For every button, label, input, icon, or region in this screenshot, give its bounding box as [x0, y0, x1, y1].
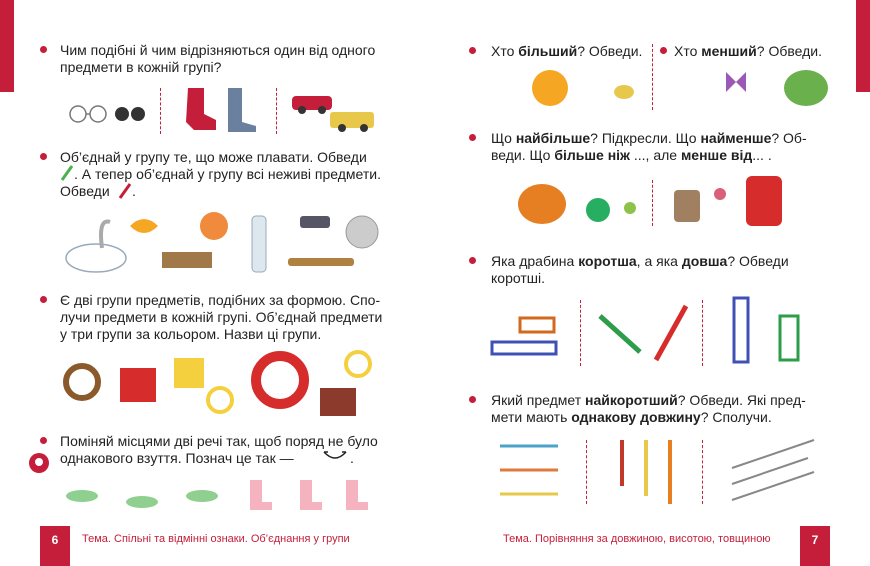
lightbulb-icon	[28, 452, 50, 474]
glasses-icon	[64, 100, 144, 124]
lifebuoy-icon	[256, 356, 304, 404]
skewer-row	[728, 438, 818, 502]
task-3-line-2: лучи предмети в кожній групі. Об’єднай предмети	[60, 309, 383, 325]
bottle-icon	[252, 216, 266, 272]
task-6-line-1: Що найбільше? Підкресли. Що найменше? Об-	[491, 130, 807, 146]
cube-icon	[174, 358, 204, 388]
task-4-line-2: однакового взуття. Познач це так —	[60, 450, 294, 466]
task-2-line-3-end: .	[132, 183, 136, 199]
task-5-line-1a: Хто більший? Обведи.	[491, 43, 643, 59]
butterfly-icon	[726, 72, 746, 92]
snail-bee-icons	[528, 62, 648, 112]
watch-icon	[288, 258, 354, 266]
frog-icon	[784, 70, 828, 106]
task-1-line-1: Чим подібні й чим відрізняються один від одного	[60, 42, 376, 58]
divider	[586, 440, 587, 504]
task-2-line-2: . А тепер об’єднай у групу всі неживі предмети.	[74, 166, 381, 182]
bullet	[40, 296, 47, 303]
swap-arrows-icon	[322, 448, 348, 462]
raft-icon	[162, 252, 212, 268]
yellow-ring-icon	[346, 352, 370, 376]
chest-icon	[320, 388, 356, 416]
bullet	[469, 257, 476, 264]
page-number-left: 6	[40, 526, 70, 566]
task-8-line-2: мети мають однакову довжину? Сполучи.	[491, 409, 772, 425]
task-7-line-2: коротші.	[491, 270, 545, 286]
bullet	[469, 396, 476, 403]
wreath-icon	[66, 366, 98, 398]
divider	[160, 88, 161, 134]
snail-icon	[532, 70, 568, 106]
task-3-line-1: Є дві групи предметів, подібних за формою. Спо-	[60, 292, 381, 308]
ladder-icon	[780, 316, 798, 360]
watermelon-icon	[586, 198, 610, 222]
coin-icon	[346, 216, 378, 248]
bullet	[40, 437, 47, 444]
shoes-row	[62, 478, 382, 514]
task-2-line-3: Обведи	[60, 183, 110, 199]
bullet	[40, 153, 47, 160]
left-corner-tab	[0, 0, 14, 92]
page-number-right: 7	[800, 526, 830, 566]
floating-objects-row	[62, 206, 372, 276]
suitcase-icon	[746, 176, 782, 226]
skewer-icon	[732, 440, 814, 468]
bullet	[660, 47, 667, 54]
ribbons-row	[616, 436, 676, 508]
ladder-icon	[600, 316, 640, 352]
purse-icon	[714, 188, 726, 200]
bags-row	[672, 176, 792, 230]
bullet	[469, 134, 476, 141]
ladder-icon	[520, 318, 554, 332]
slipper-icon	[66, 490, 98, 502]
red-pencil-icon	[118, 182, 132, 200]
boot-icon	[346, 480, 368, 510]
shapes-row	[62, 350, 382, 420]
divider	[702, 300, 703, 366]
grape-icon	[624, 202, 636, 214]
goldfish-icon	[130, 219, 158, 233]
task-1-line-2: предмети в кожній групі?	[60, 59, 222, 75]
ladder-icon	[492, 342, 556, 354]
divider	[652, 44, 653, 110]
task-3-line-3: у три групи за кольором. Назви ці групи.	[60, 326, 322, 342]
slipper-icon	[186, 490, 218, 502]
butterfly-frog-icons	[714, 62, 830, 112]
slipper-icon	[126, 496, 158, 508]
boot-icon	[250, 480, 272, 510]
task-5-line-1b: Хто менший? Обведи.	[674, 43, 822, 59]
divider	[276, 88, 277, 134]
footer-left: Тема. Спільні та відмінні ознаки. Об’єднання у групи	[82, 533, 350, 545]
stocking-boot-icon	[182, 86, 262, 134]
divider	[702, 440, 703, 504]
dumbbell-icon	[300, 216, 330, 228]
backpack-icon	[674, 190, 700, 222]
green-pencil-icon	[60, 164, 74, 182]
footer-right: Тема. Порівняння за довжиною, висотою, товщиною	[503, 533, 771, 545]
task-8-line-1: Який предмет найкоротший? Обведи. Які пред-	[491, 392, 806, 408]
task-4-line-1: Поміняй місцями дві речі так, щоб поряд не було	[60, 433, 378, 449]
task-7-line-1: Яка драбина коротша, а яка довша? Обведи	[491, 253, 789, 269]
task-4-line-2-end: .	[350, 450, 354, 466]
skewer-icon	[732, 472, 814, 500]
ladders-row	[490, 296, 830, 366]
bee-icon	[614, 85, 634, 99]
bullet	[40, 46, 47, 53]
cars-icon	[290, 88, 380, 134]
divider	[652, 180, 653, 226]
divider	[580, 300, 581, 366]
fruits-row	[516, 176, 646, 226]
pumpkin-icon	[518, 184, 566, 224]
task-2-line-1: Об’єднай у групу те, що може плавати. Обведи	[60, 149, 367, 165]
ring-icon	[208, 388, 232, 412]
right-corner-tab	[856, 0, 870, 92]
bullet	[469, 47, 476, 54]
swan-icon	[66, 244, 126, 272]
ladder-icon	[734, 298, 748, 362]
ladder-icon	[656, 306, 686, 360]
boot-icon	[300, 480, 322, 510]
task-6-line-2: веди. Що більше ніж ..., але менше від... .	[491, 147, 772, 163]
skewer-icon	[732, 458, 808, 484]
gift-box-icon	[120, 368, 156, 402]
ball-icon	[200, 212, 228, 240]
skewers-row	[496, 436, 566, 502]
